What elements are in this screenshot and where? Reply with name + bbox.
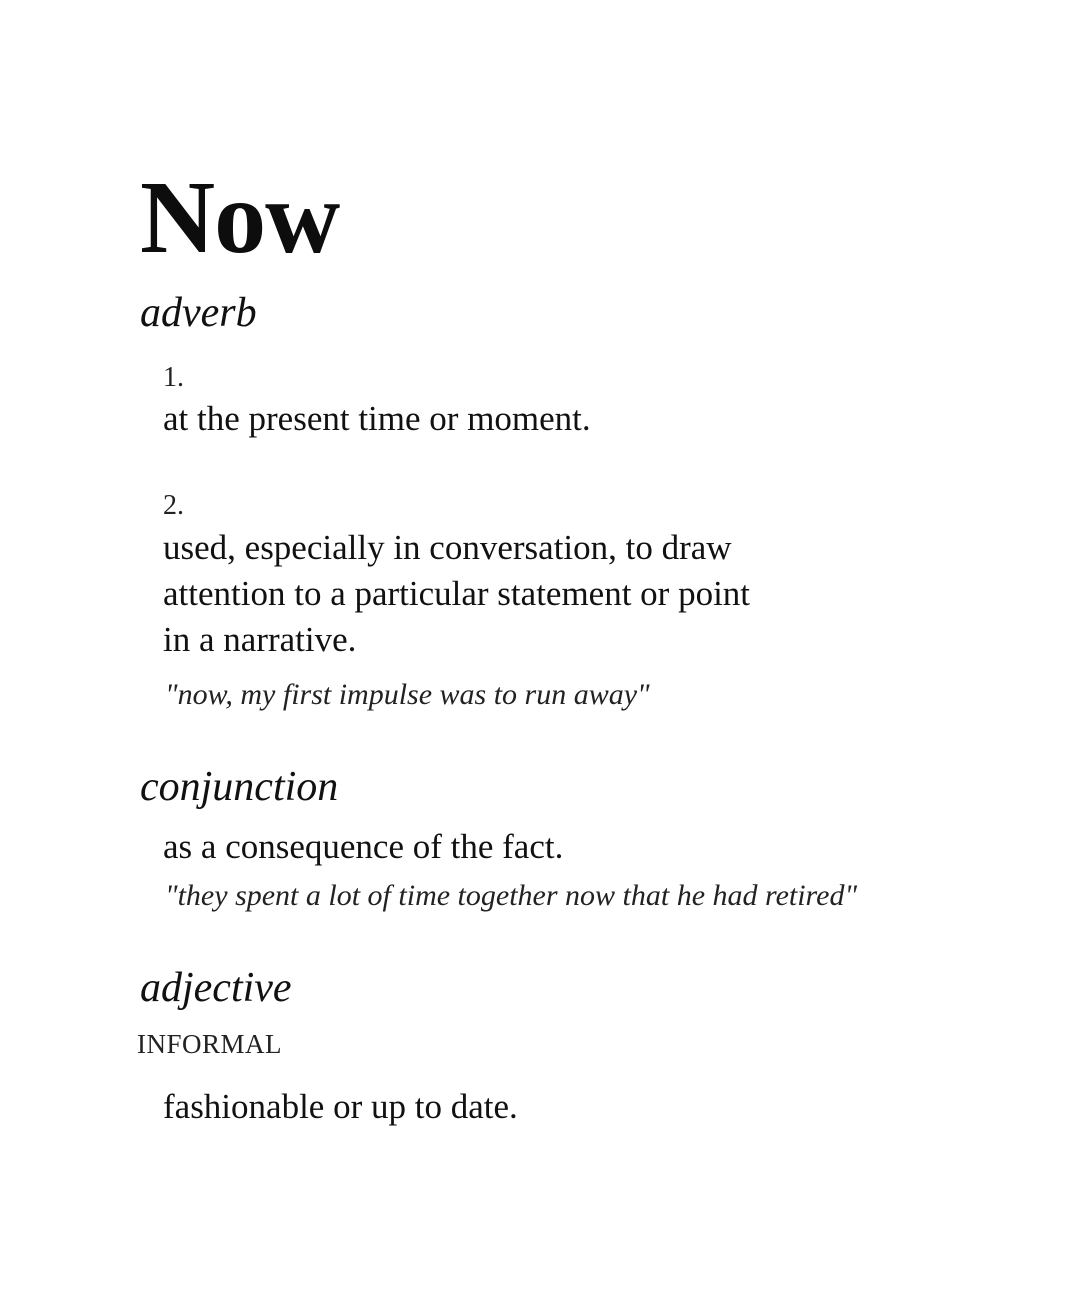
part-of-speech-adjective: adjective (140, 965, 292, 1011)
headword: Now (140, 160, 340, 275)
part-of-speech-adverb: adverb (140, 290, 257, 336)
definition-text-2-line-3: in a narrative. (163, 620, 357, 659)
definition-text-2-line-1: used, especially in conversation, to draw (163, 528, 732, 567)
definition-text-adjective: fashionable or up to date. (163, 1087, 518, 1126)
definition-number-1: 1. (163, 362, 184, 393)
example-adverb: "now, my first impulse was to run away" (165, 678, 650, 711)
part-of-speech-conjunction: conjunction (140, 764, 339, 810)
example-conjunction: "they spent a lot of time together now that he had retired" (165, 879, 858, 912)
definition-text-conjunction: as a consequence of the fact. (163, 827, 564, 866)
definition-text-1: at the present time or moment. (163, 399, 591, 438)
register-label: INFORMAL (137, 1029, 283, 1059)
definition-text-2-line-2: attention to a particular statement or point (163, 574, 751, 613)
definition-number-2: 2. (163, 490, 184, 521)
